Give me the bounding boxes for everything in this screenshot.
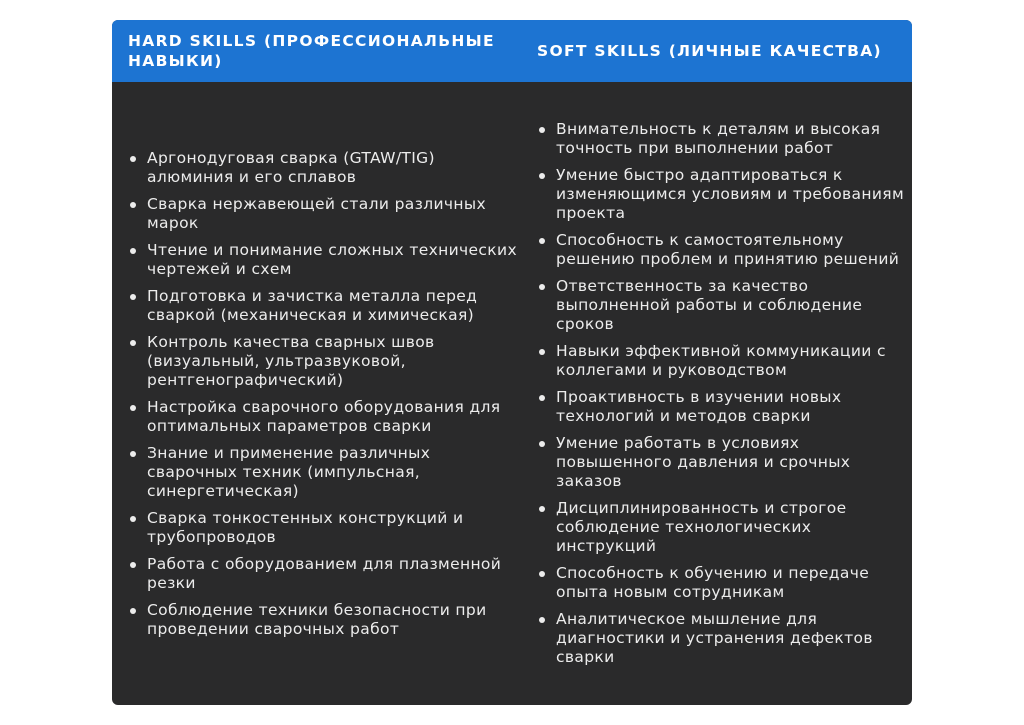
bullet-icon <box>130 562 136 568</box>
bullet-icon <box>130 156 136 162</box>
list-item-text: Сварка нержавеющей стали различных марок <box>147 194 487 232</box>
bullet-icon <box>539 617 545 623</box>
bullet-icon <box>539 506 545 512</box>
list-item <box>128 287 523 325</box>
list-item-text: Работа с оборудованием для плазменной резки <box>147 554 502 592</box>
soft-skills-column <box>537 82 907 705</box>
bullet-icon <box>539 238 545 244</box>
list-item <box>537 166 907 223</box>
list-item <box>537 610 907 667</box>
list-item-text: Ответственность за качество выполненной работы и соблюдение сроков <box>556 277 863 333</box>
list-item <box>128 509 523 547</box>
list-item <box>537 388 907 426</box>
bullet-icon <box>130 202 136 208</box>
list-item <box>128 333 523 390</box>
list-item-text: Соблюдение техники безопасности при проведении сварочных работ <box>147 600 487 638</box>
list-item-text: Знание и применение различных сварочных техник (импульсная, синергетическая) <box>147 443 431 500</box>
list-item-text: Умение работать в условиях повышенного давления и срочных заказов <box>556 434 851 490</box>
list-item <box>537 434 907 491</box>
bullet-icon <box>539 395 545 401</box>
list-item <box>128 241 523 279</box>
bullet-icon <box>539 349 545 355</box>
soft-skills-list <box>537 120 907 667</box>
hard-skills-list <box>128 149 523 639</box>
list-item-text: Навыки эффективной коммуникации с коллегами и руководством <box>556 342 886 379</box>
bullet-icon <box>539 571 545 577</box>
list-item-text: Аналитическое мышление для диагностики и устранения дефектов сварки <box>556 610 873 666</box>
list-item-text: Дисциплинированность и строгое соблюдение технологических инструкций <box>556 499 847 555</box>
list-item-text: Аргонодуговая сварка (GTAW/TIG) алюминия и его сплавов <box>147 148 435 186</box>
hard-skills-column <box>128 82 523 705</box>
bullet-icon <box>539 284 545 290</box>
hard-skills-heading: HARD SKILLS (ПРОФЕССИОНАЛЬНЫЕ НАВЫКИ) <box>128 32 495 70</box>
table-header <box>112 20 912 82</box>
list-item <box>537 231 907 269</box>
list-item <box>537 120 907 158</box>
list-item <box>128 601 523 639</box>
soft-skills-heading: SOFT SKILLS (ЛИЧНЫЕ КАЧЕСТВА) <box>537 42 882 60</box>
list-item-text: Настройка сварочного оборудования для оптимальных параметров сварки <box>147 397 501 435</box>
bullet-icon <box>539 127 545 133</box>
list-item-text: Подготовка и зачистка металла перед сваркой (механическая и химическая) <box>147 286 478 324</box>
list-item-text: Проактивность в изучении новых технологий и методов сварки <box>556 388 842 425</box>
bullet-icon <box>130 248 136 254</box>
list-item <box>537 564 907 602</box>
list-item-text: Способность к самостоятельному решению проблем и принятию решений <box>556 231 900 268</box>
list-item-text: Сварка тонкостенных конструкций и трубопроводов <box>147 508 464 546</box>
list-item <box>128 195 523 233</box>
list-item <box>537 499 907 556</box>
list-item-text: Умение быстро адаптироваться к изменяющимся условиям и требованиям проекта <box>556 166 904 222</box>
list-item-text: Внимательность к деталям и высокая точность при выполнении работ <box>556 120 881 157</box>
list-item-text: Чтение и понимание сложных технических чертежей и схем <box>147 240 517 278</box>
list-item <box>537 277 907 334</box>
list-item-text: Контроль качества сварных швов (визуальный, ультразвуковой, рентгенографический) <box>147 332 435 389</box>
bullet-icon <box>539 173 545 179</box>
list-item <box>128 555 523 593</box>
bullet-icon <box>539 441 545 447</box>
list-item <box>128 398 523 436</box>
list-item <box>537 342 907 380</box>
bullet-icon <box>130 516 136 522</box>
bullet-icon <box>130 405 136 411</box>
skills-table <box>112 20 912 705</box>
list-item-text: Способность к обучению и передаче опыта новым сотрудникам <box>556 564 870 601</box>
bullet-icon <box>130 340 136 346</box>
bullet-icon <box>130 294 136 300</box>
bullet-icon <box>130 451 136 457</box>
list-item <box>128 149 523 187</box>
bullet-icon <box>130 608 136 614</box>
list-item <box>128 444 523 501</box>
